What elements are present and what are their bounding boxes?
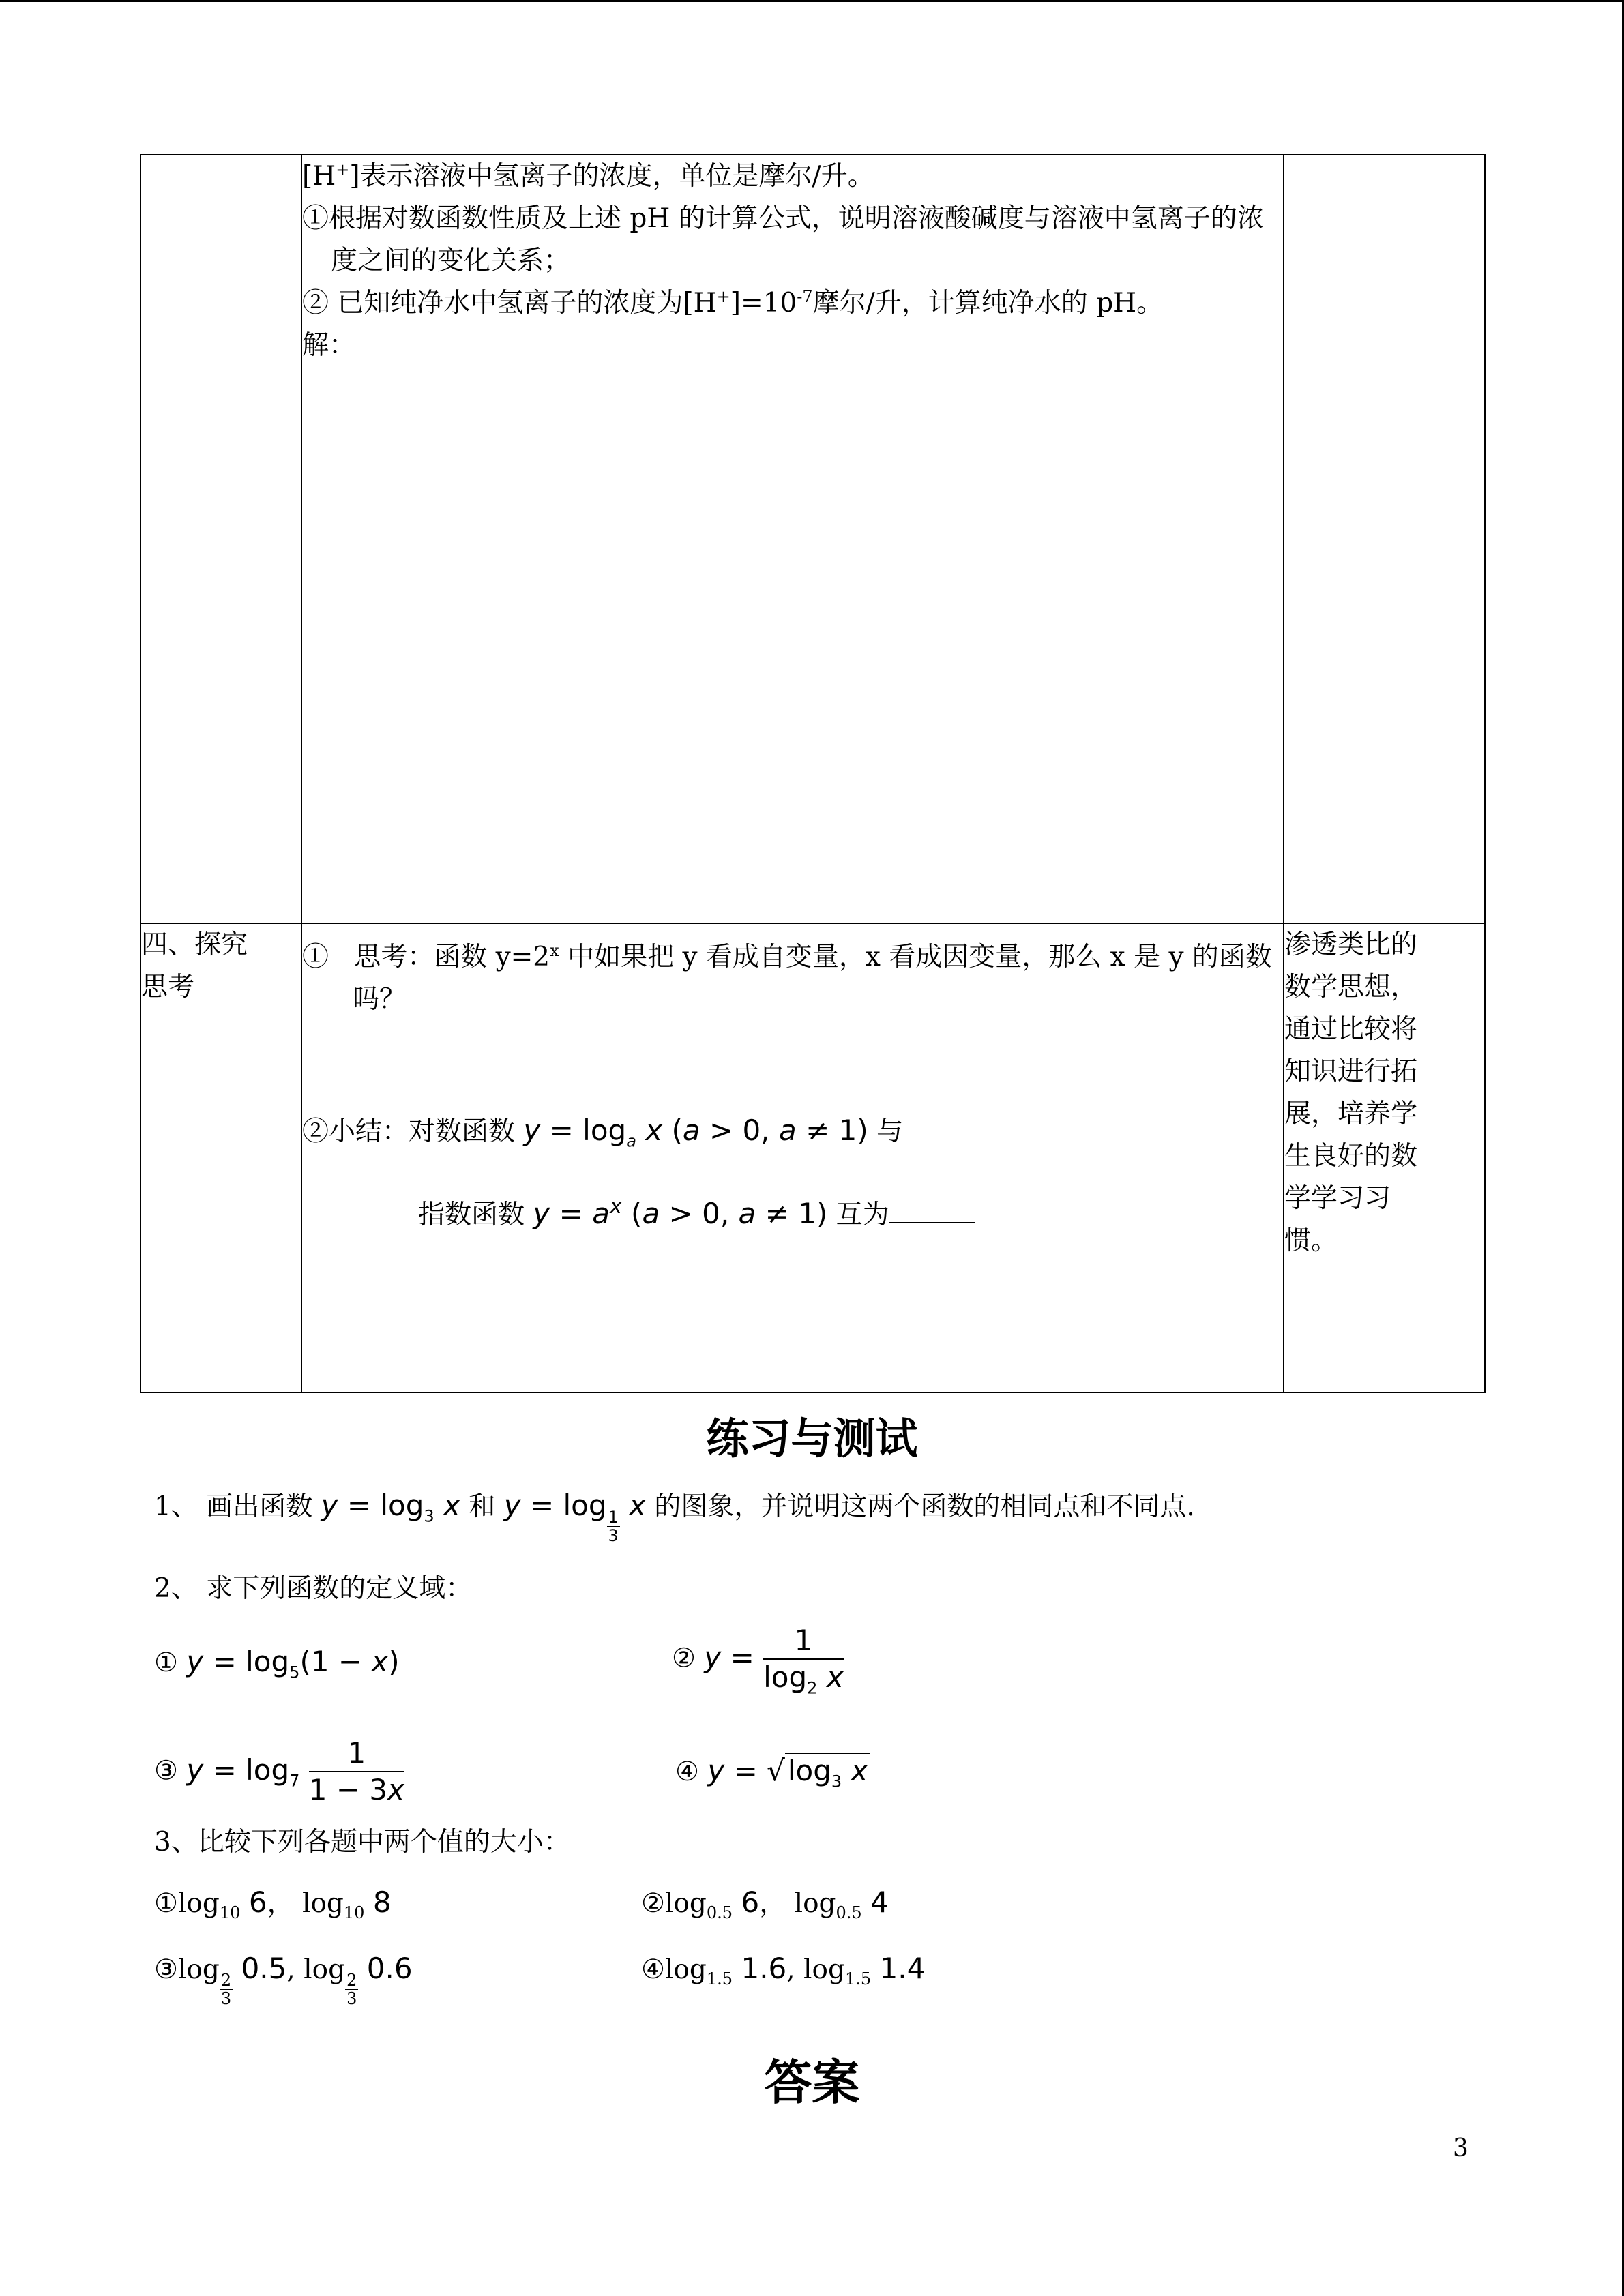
teaching-note: 渗透类比的数学思想，通过比较将知识进行拓展，培养学生良好的数学学习习惯。	[1284, 929, 1418, 1256]
section-cell	[141, 155, 301, 923]
answer-label: 解：	[302, 330, 356, 361]
practice-question-1: 1、 画出函数 $y = \log_3 x$ 和 y = log $\frac{1}{3}$ x 的图象，并说明这两个函数的相同点和不同点.	[154, 1489, 1195, 1545]
section-label: 四、探究思考	[141, 929, 248, 1002]
concentration-line: [H+]表示溶液中氢离子的浓度，单位是摩尔/升。	[302, 160, 874, 192]
fill-blank[interactable]	[889, 1200, 975, 1223]
section-cell	[141, 923, 301, 1392]
table-row	[141, 155, 1485, 923]
domain-item-3: ③ $y = \log_7$ $\frac{1}{1 - 3x}$	[154, 1736, 404, 1806]
compare-item-1: $①\log_{10}$ 6， $\log_{10} 8$	[154, 1885, 392, 1922]
practice-title: 练习与测试	[706, 1414, 918, 1463]
domain-item-1: ① $y = \log_5(1 - x)$	[154, 1645, 400, 1682]
think-question: ① 思考：函数 $y=2^x$ 中如果把 y 看成自变量，x 看成因变量，那么 x 是 y 的函数吗？	[302, 941, 1272, 1015]
question-2: ② 已知纯净水中氢离子的浓度为$[H^+]=10^{-7}$摩尔/升，计算纯净水的 pH。	[302, 287, 1164, 318]
top-border	[0, 0, 1624, 2]
exp-function-formula: $y = a^x$ (a > 0, a ≠ 1)	[533, 1195, 828, 1230]
question-1: ①根据对数函数性质及上述 pH 的计算公式，说明溶液酸碱度与溶液中氢离子的浓度之间的变化关系；	[302, 203, 1264, 276]
summary-line-2: 指数函数 $y = a^x$ (a > 0, a ≠ 1) 互为	[302, 1193, 1283, 1236]
compare-item-4: $④\log_{1.5}$ 1.6, $\log_{1.5} 1.4$	[641, 1952, 926, 1988]
table-row	[141, 923, 1485, 1392]
content-cell	[301, 155, 1284, 923]
compare-item-2: $②\log_{0.5}$ 6， $\log_{0.5} 4$	[641, 1885, 889, 1922]
domain-item-2: ② y = $\frac{1}{\log_2 x}$	[672, 1624, 844, 1698]
lesson-table	[140, 154, 1486, 1393]
compare-item-3: ③log $\frac{2}{3} 0.5$, log $\frac{2}{3} 0.6$	[154, 1952, 413, 2008]
note-cell	[1284, 155, 1485, 923]
log-function-formula: $y = \log_a x$ (a > 0, a ≠ 1)	[523, 1114, 868, 1151]
content-cell	[301, 923, 1284, 1392]
practice-question-2: 2、 求下列函数的定义域：	[154, 1573, 473, 1604]
note-cell	[1284, 923, 1485, 1392]
summary-line-1: ②小结：对数函数 $y = \log_a x$ (a > 0, a ≠ 1) 与	[302, 1114, 904, 1151]
practice-question-3: 3、比较下列各题中两个值的大小：	[154, 1827, 570, 1858]
answers-title: 答案	[764, 2055, 860, 2111]
domain-item-4: ④ $y = √\log_3$ x	[675, 1754, 870, 1787]
page-number: 3	[1453, 2134, 1468, 2162]
